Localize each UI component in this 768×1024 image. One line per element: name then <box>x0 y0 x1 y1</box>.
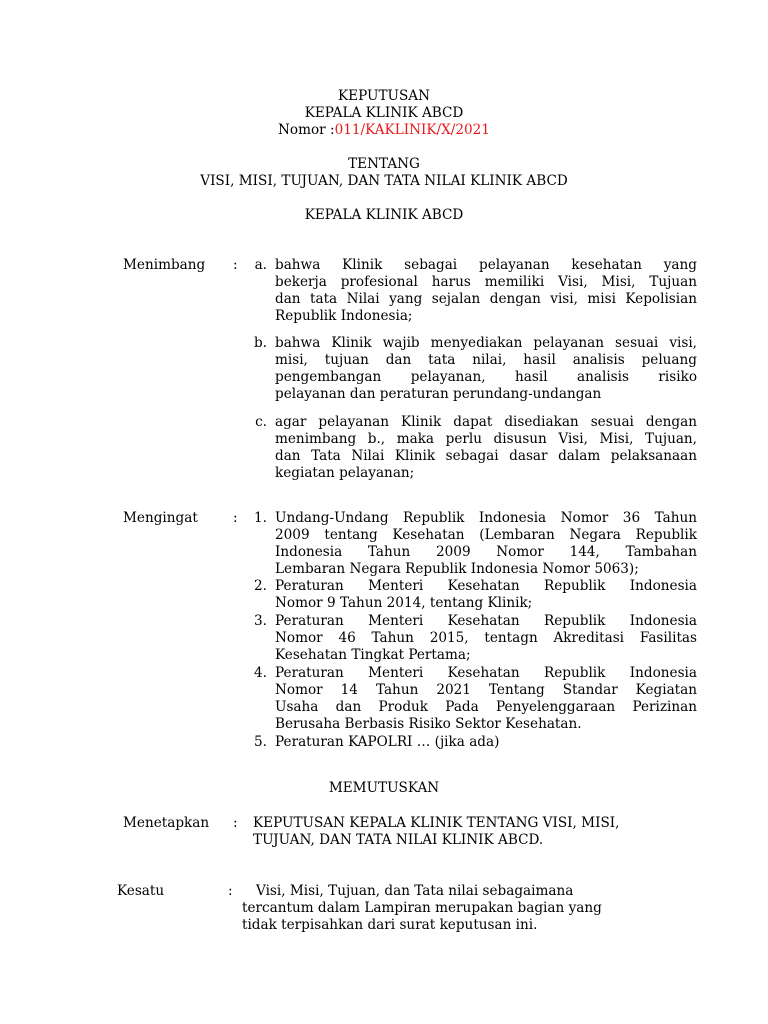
menimbang-marker-b: b. <box>253 335 267 351</box>
mengingat-item-1 <box>275 510 697 578</box>
mengingat-colon: : <box>233 510 238 526</box>
mengingat-item-2 <box>275 578 697 612</box>
text-line: Nomor 14 Tahun 2021 Tentang Standar Kegiatan <box>275 682 697 698</box>
text-line: misi, tujuan dan tata nilai, hasil analisis peluang <box>275 352 697 368</box>
menimbang-colon: : <box>233 257 238 273</box>
text-line: kegiatan pelayanan; <box>275 465 415 481</box>
kesatu-label: Kesatu <box>117 883 165 899</box>
text-line: dan tata Nilai yang sejalan dengan visi, misi Kepolisian <box>275 291 697 307</box>
menetapkan-text <box>253 815 673 849</box>
text-line: Undang-Undang Republik Indonesia Nomor 36 Tahun <box>275 510 697 526</box>
mengingat-marker-2: 2. <box>254 578 267 594</box>
text-line: TUJUAN, DAN TATA NILAI KLINIK ABCD. <box>253 832 544 848</box>
menimbang-marker-c: c. <box>255 414 267 430</box>
text-line: bahwa Klinik sebagai pelayanan kesehatan yang <box>275 257 697 273</box>
nomor-label: Nomor : <box>278 122 335 138</box>
mengingat-marker-5: 5. <box>254 734 267 750</box>
memutuskan-heading: MEMUTUSKAN <box>328 780 440 796</box>
issuer-heading: KEPALA KLINIK ABCD <box>304 207 464 223</box>
text-line: Kesehatan Tingkat Pertama; <box>275 647 471 663</box>
kesatu-colon: : <box>228 883 233 899</box>
text-line: Nomor 46 Tahun 2015, tentagn Akreditasi Fasilitas <box>275 630 697 646</box>
mengingat-marker-4: 4. <box>254 665 267 681</box>
menetapkan-colon: : <box>233 815 238 831</box>
document-number <box>0 122 768 139</box>
mengingat-marker-3: 3. <box>254 613 267 629</box>
text-line: Nomor 9 Tahun 2014, tentang Klinik; <box>275 595 533 611</box>
text-line: pelayanan dan peraturan perundang-undangan <box>275 386 602 402</box>
text-line: KEPUTUSAN KEPALA KLINIK TENTANG VISI, MISI, <box>253 815 620 831</box>
text-line: Berusaha Berbasis Risiko Sektor Kesehatan. <box>275 716 582 732</box>
kesatu-text <box>242 883 662 934</box>
text-line: Peraturan KAPOLRI … (jika ada) <box>275 734 500 750</box>
text-line: Lembaran Negara Republik Indonesia Nomor 5063); <box>275 561 639 577</box>
text-line: Visi, Misi, Tujuan, dan Tata nilai sebagaimana <box>256 883 574 899</box>
menimbang-label: Menimbang <box>123 257 206 273</box>
mengingat-item-5 <box>275 734 697 751</box>
nomor-value: 011/KAKLINIK/X/2021 <box>334 122 490 138</box>
menetapkan-label: Menetapkan <box>123 815 210 831</box>
mengingat-item-4 <box>275 665 697 733</box>
text-line: tercantum dalam Lampiran merupakan bagian yang <box>242 900 602 916</box>
text-line: Peraturan Menteri Kesehatan Republik Indonesia <box>275 613 697 629</box>
text-line: bekerja profesional harus memiliki Visi, Misi, Tujuan <box>275 274 697 290</box>
text-line: menimbang b., maka perlu disusun Visi, Misi, Tujuan, <box>275 431 697 447</box>
mengingat-marker-1: 1. <box>254 510 267 526</box>
text-line: Usaha dan Produk Pada Penyelenggaraan Perizinan <box>275 699 697 715</box>
mengingat-label: Mengingat <box>123 510 198 526</box>
text-line: Peraturan Menteri Kesehatan Republik Indonesia <box>275 578 697 594</box>
menimbang-item-b <box>275 335 697 403</box>
text-line: bahwa Klinik wajib menyediakan pelayanan sesuai visi, <box>275 335 697 351</box>
document-subject: VISI, MISI, TUJUAN, DAN TATA NILAI KLINIK ABCD <box>200 173 568 189</box>
text-line: Republik Indonesia; <box>275 308 413 324</box>
tentang-heading: TENTANG <box>348 156 420 172</box>
text-line: pengembangan pelayanan, hasil analisis risiko <box>275 369 697 385</box>
menimbang-marker-a: a. <box>254 257 267 273</box>
title-issuer: KEPALA KLINIK ABCD <box>304 105 464 121</box>
menimbang-item-a <box>275 257 697 325</box>
text-line: Peraturan Menteri Kesehatan Republik Indonesia <box>275 665 697 681</box>
text-line: Indonesia Tahun 2009 Nomor 144, Tambahan <box>275 544 697 560</box>
menimbang-item-c <box>275 414 697 482</box>
text-line: agar pelayanan Klinik dapat disediakan sesuai dengan <box>275 414 697 430</box>
text-line: dan Tata Nilai Klinik sebagai dasar dalam pelaksanaan <box>275 448 697 464</box>
mengingat-item-3 <box>275 613 697 664</box>
text-line: 2009 tentang Kesehatan (Lembaran Negara Republik <box>275 527 697 543</box>
text-line: tidak terpisahkan dari surat keputusan ini. <box>242 917 538 933</box>
title-keputusan: KEPUTUSAN <box>338 88 430 104</box>
